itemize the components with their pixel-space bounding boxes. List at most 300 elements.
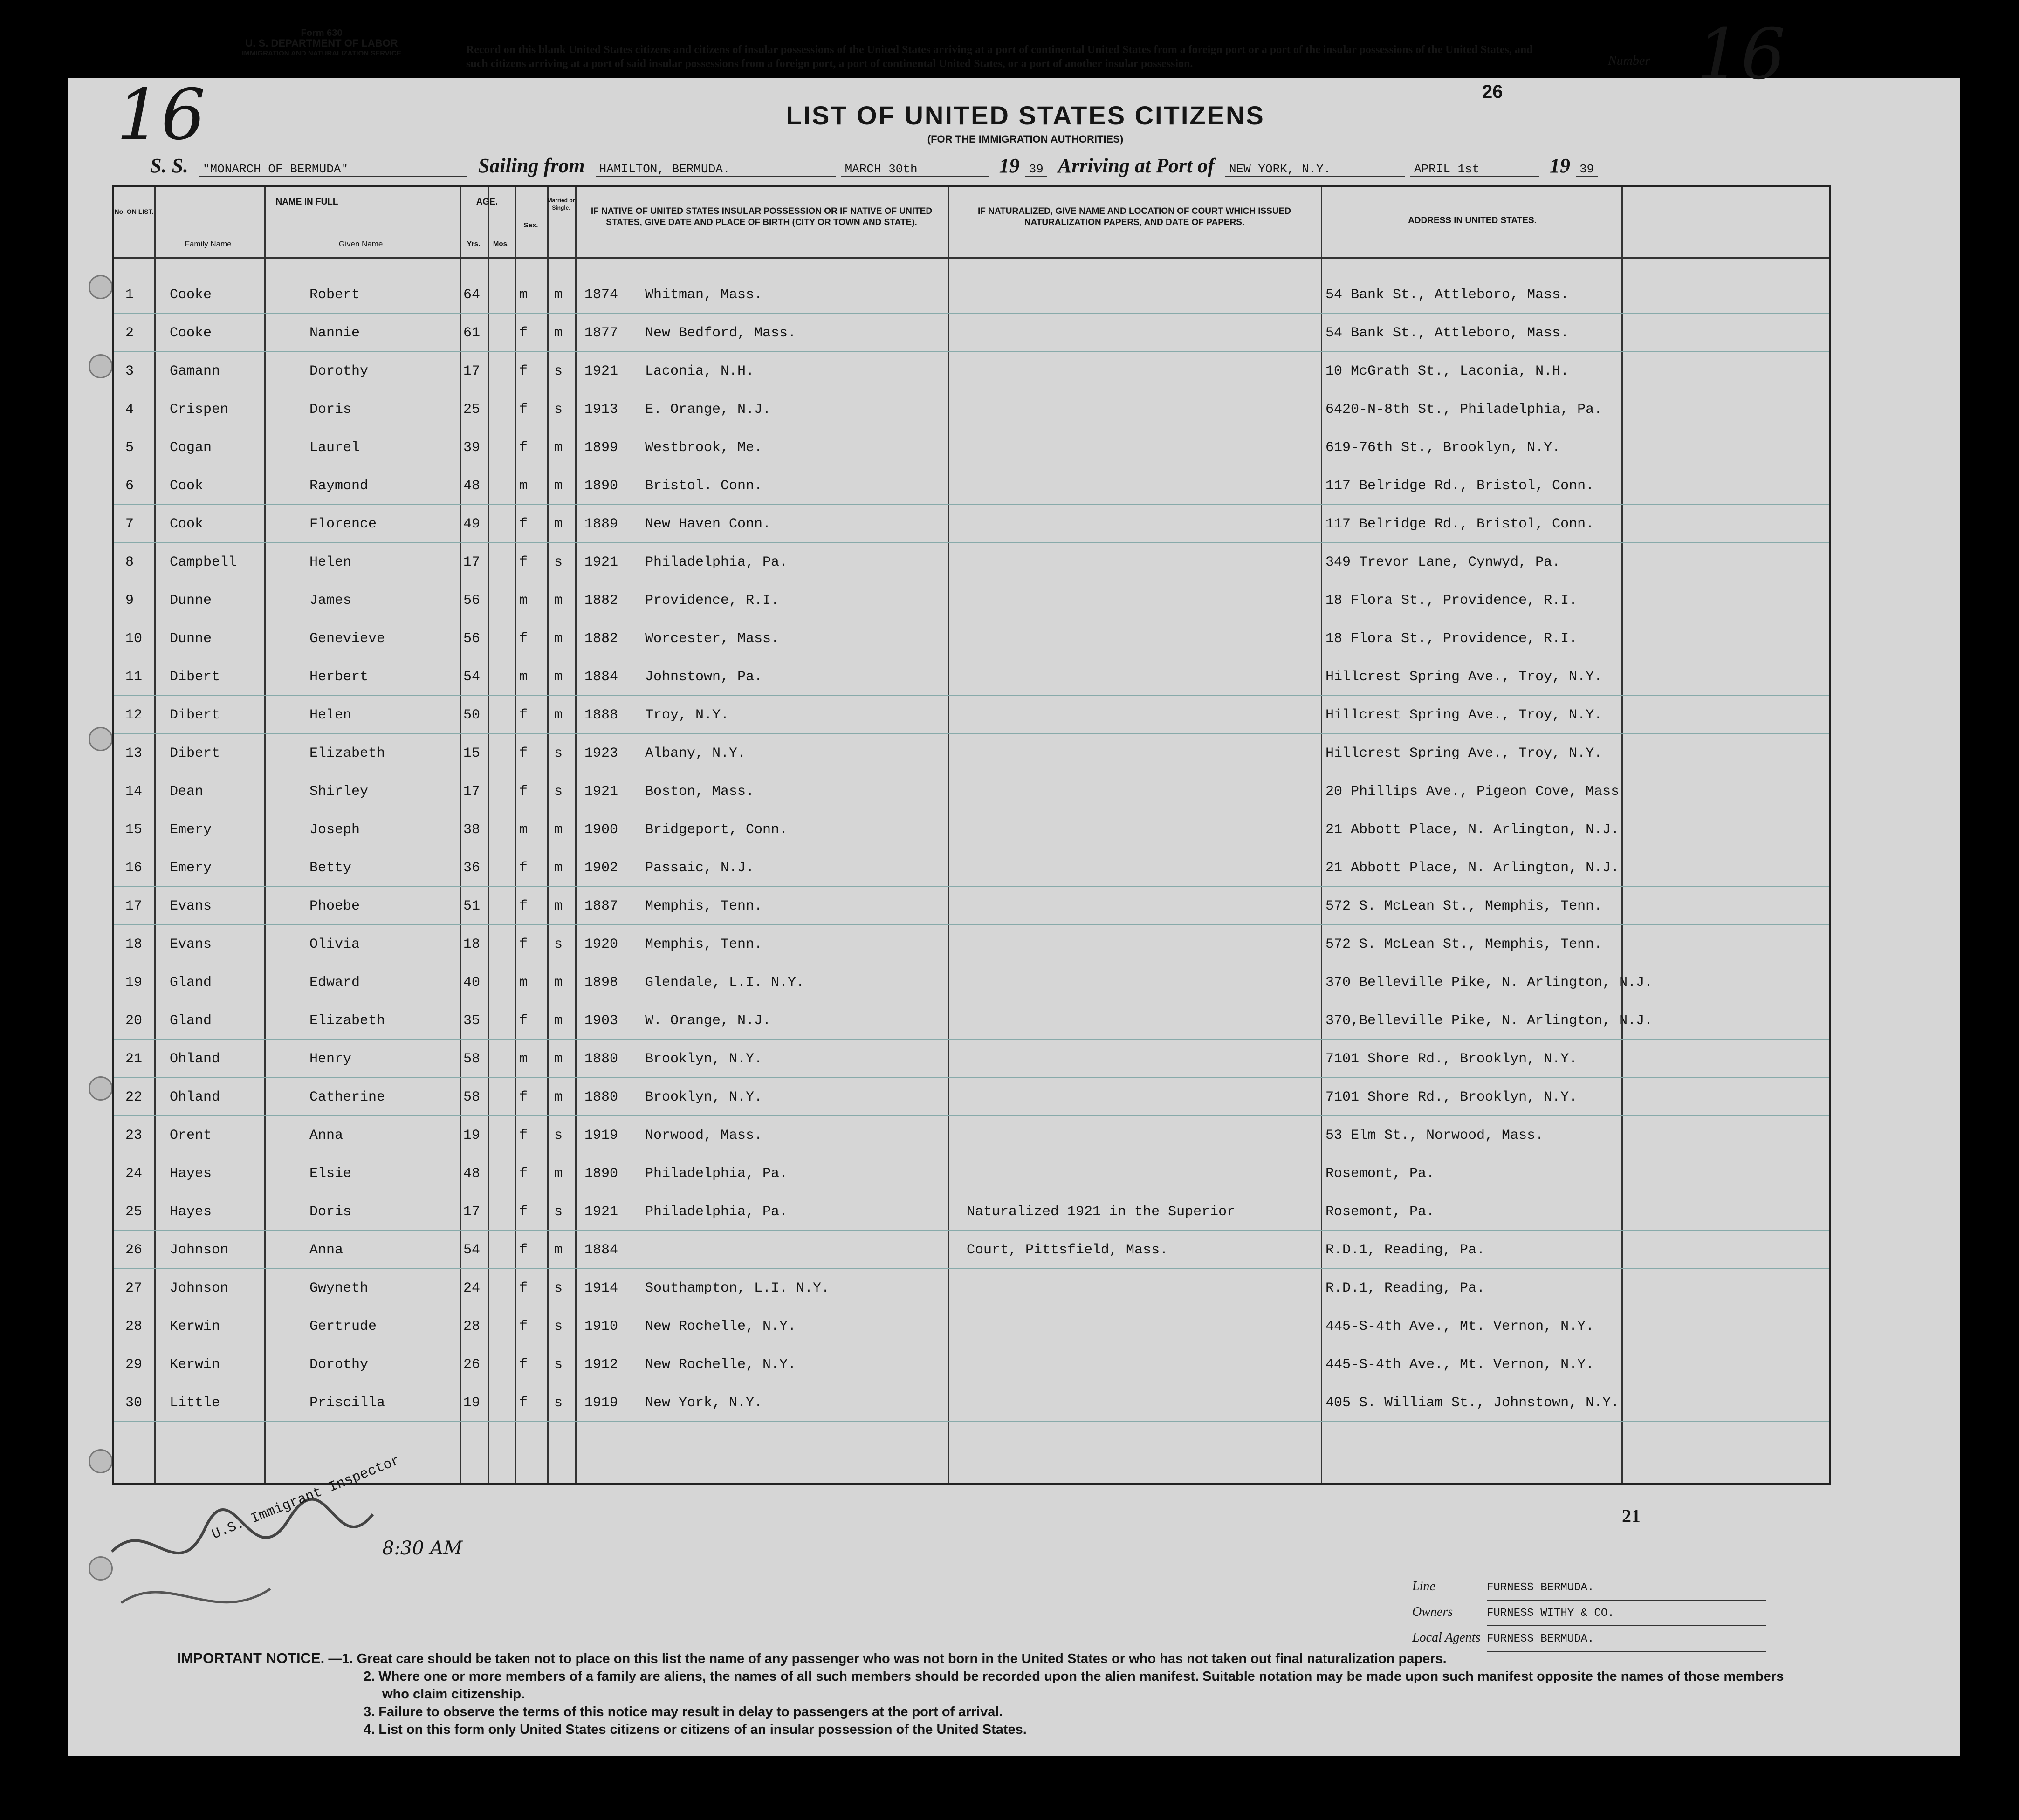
service: IMMIGRATION AND NATURALIZATION SERVICE (242, 49, 401, 57)
row-number: 5 (125, 440, 134, 456)
family-name: Dibert (170, 746, 220, 761)
handwritten-number-left: 16 (117, 75, 206, 156)
col-header-family: Family Name. (185, 239, 234, 248)
family-name: Emery (170, 860, 212, 876)
age-years: 64 (463, 287, 481, 303)
table-row (114, 925, 1829, 963)
address: 445-S-4th Ave., Mt. Vernon, N.Y. (1325, 1319, 1594, 1334)
col-header-given: Given Name. (338, 239, 385, 248)
marital-status: m (554, 975, 563, 991)
row-rule (114, 886, 1829, 887)
given-name: Florence (309, 516, 377, 532)
notice-item: 3. Failure to observe the terms of this notice may result in delay to passengers at the port of arrival. (364, 1704, 1003, 1719)
age-years: 51 (463, 898, 481, 914)
sailing-year: 39 (1025, 162, 1047, 177)
row-rule (114, 1077, 1829, 1078)
stamp-time: 8:30 AM (382, 1538, 463, 1559)
family-name: Little (170, 1395, 220, 1411)
col-header-no: No. ON LIST. (114, 208, 154, 215)
given-name: Catherine (309, 1089, 385, 1105)
sex: f (519, 898, 528, 914)
birth-year: 1921 (584, 363, 618, 379)
given-name: Shirley (309, 784, 369, 800)
binder-hole (89, 727, 113, 751)
address: Hillcrest Spring Ave., Troy, N.Y. (1325, 669, 1603, 685)
given-name: Elizabeth (309, 1013, 385, 1029)
age-years: 50 (463, 707, 481, 723)
sex: f (519, 1280, 528, 1296)
agents-label: Local Agents (1412, 1630, 1481, 1645)
age-years: 15 (463, 746, 481, 761)
row-number: 25 (125, 1204, 143, 1220)
given-name: Dorothy (309, 363, 369, 379)
marital-status: s (554, 554, 563, 570)
address: 405 S. William St., Johnstown, N.Y. (1325, 1395, 1620, 1411)
family-name: Gamann (170, 363, 220, 379)
binder-hole (89, 1449, 113, 1473)
birth-year: 1921 (584, 1204, 618, 1220)
birth-place: Memphis, Tenn. (645, 898, 763, 914)
family-name: Cook (170, 478, 204, 494)
table-row (114, 1116, 1829, 1154)
sex: f (519, 784, 528, 800)
age-years: 17 (463, 784, 481, 800)
line-value: FURNESS BERMUDA. (1487, 1576, 1766, 1601)
age-years: 17 (463, 363, 481, 379)
sex: f (519, 1089, 528, 1105)
marital-status: m (554, 898, 563, 914)
marital-status: s (554, 1280, 563, 1296)
col-header-name: NAME IN FULL (275, 197, 338, 207)
marital-status: m (554, 860, 563, 876)
arriving-year-prefix: 19 (1549, 154, 1570, 177)
age-years: 58 (463, 1051, 481, 1067)
row-number: 27 (125, 1280, 143, 1296)
row-number: 19 (125, 975, 143, 991)
birth-place: Whitman, Mass. (645, 287, 763, 303)
table-row (114, 276, 1829, 314)
birth-place: W. Orange, N.J. (645, 1013, 771, 1029)
row-rule (114, 1268, 1829, 1269)
notice-item: 4. List on this form only United States citizens or citizens of an insular possession of the United States. (364, 1722, 1027, 1737)
arriving-port: NEW YORK, N.Y. (1225, 162, 1405, 177)
row-number: 1 (125, 287, 134, 303)
birth-year: 1923 (584, 746, 618, 761)
address: Rosemont, Pa. (1325, 1204, 1435, 1220)
arriving-label: Arriving at Port of (1058, 154, 1215, 177)
sex: f (519, 1013, 528, 1029)
birth-year: 1919 (584, 1128, 618, 1143)
marital-status: m (554, 593, 563, 609)
marital-status: m (554, 1242, 563, 1258)
table-row (114, 314, 1829, 352)
birth-year: 1890 (584, 1166, 618, 1182)
binder-hole (89, 1076, 113, 1101)
table-row (114, 543, 1829, 581)
birth-place: New Haven Conn. (645, 516, 771, 532)
age-years: 49 (463, 516, 481, 532)
family-name: Kerwin (170, 1357, 220, 1373)
birth-year: 1884 (584, 669, 618, 685)
family-name: Ohland (170, 1089, 220, 1105)
row-rule (114, 924, 1829, 925)
table-row (114, 849, 1829, 887)
page-subtitle: (FOR THE IMMIGRATION AUTHORITIES) (927, 133, 1124, 145)
row-number: 20 (125, 1013, 143, 1029)
age-years: 25 (463, 402, 481, 417)
table-row (114, 887, 1829, 925)
address: 18 Flora St., Providence, R.I. (1325, 631, 1578, 647)
marital-status: m (554, 822, 563, 838)
address: 117 Belridge Rd., Bristol, Conn. (1325, 478, 1594, 494)
birth-place: Laconia, N.H. (645, 363, 755, 379)
address: 445-S-4th Ave., Mt. Vernon, N.Y. (1325, 1357, 1594, 1373)
row-number: 7 (125, 516, 134, 532)
birth-year: 1882 (584, 593, 618, 609)
birth-place: New Rochelle, N.Y. (645, 1357, 797, 1373)
address: R.D.1, Reading, Pa. (1325, 1242, 1485, 1258)
age-years: 17 (463, 1204, 481, 1220)
arriving-date: APRIL 1st (1410, 162, 1539, 177)
row-rule (114, 504, 1829, 505)
given-name: Doris (309, 1204, 352, 1220)
naturalization: Court, Pittsfield, Mass. (967, 1242, 1168, 1258)
marital-status: m (554, 669, 563, 685)
age-years: 19 (463, 1128, 481, 1143)
address: 7101 Shore Rd., Brooklyn, N.Y. (1325, 1089, 1578, 1105)
age-years: 40 (463, 975, 481, 991)
important-notice (177, 1649, 1808, 1738)
address: 619-76th St., Brooklyn, N.Y. (1325, 440, 1561, 456)
marital-status: s (554, 746, 563, 761)
family-name: Cogan (170, 440, 212, 456)
marital-status: m (554, 1089, 563, 1105)
given-name: Herbert (309, 669, 369, 685)
age-years: 18 (463, 937, 481, 952)
marital-status: s (554, 1204, 563, 1220)
family-name: Dunne (170, 593, 212, 609)
family-name: Kerwin (170, 1319, 220, 1334)
row-rule (114, 1039, 1829, 1040)
row-number: 22 (125, 1089, 143, 1105)
row-rule (114, 1421, 1829, 1422)
birth-year: 1882 (584, 631, 618, 647)
family-name: Gland (170, 975, 212, 991)
address: 20 Phillips Ave., Pigeon Cove, Mass (1325, 784, 1620, 800)
family-name: Orent (170, 1128, 212, 1143)
birth-year: 1919 (584, 1395, 618, 1411)
birth-place: Southampton, L.I. N.Y. (645, 1280, 830, 1296)
table-row (114, 1231, 1829, 1269)
shipping-agents (1412, 1575, 1860, 1652)
given-name: Robert (309, 287, 360, 303)
row-number: 6 (125, 478, 134, 494)
owners-value: FURNESS WITHY & CO. (1487, 1602, 1766, 1626)
table-row (114, 1078, 1829, 1116)
birth-place: Worcester, Mass. (645, 631, 780, 647)
birth-year: 1880 (584, 1051, 618, 1067)
binder-hole (89, 354, 113, 378)
birth-year: 1884 (584, 1242, 618, 1258)
sex: m (519, 478, 528, 494)
line-label: Line (1412, 1579, 1435, 1594)
age-years: 24 (463, 1280, 481, 1296)
row-number: 10 (125, 631, 143, 647)
birth-place: Brooklyn, N.Y. (645, 1089, 763, 1105)
row-number: 3 (125, 363, 134, 379)
birth-place: Troy, N.Y. (645, 707, 729, 723)
given-name: Phoebe (309, 898, 360, 914)
row-number: 28 (125, 1319, 143, 1334)
given-name: Elizabeth (309, 746, 385, 761)
given-name: Olivia (309, 937, 360, 952)
birth-year: 1890 (584, 478, 618, 494)
row-number: 12 (125, 707, 143, 723)
marital-status: m (554, 707, 563, 723)
sex: f (519, 1166, 528, 1182)
sex: f (519, 363, 528, 379)
birth-place: Bridgeport, Conn. (645, 822, 788, 838)
marital-status: m (554, 631, 563, 647)
birth-place: New Rochelle, N.Y. (645, 1319, 797, 1334)
marital-status: s (554, 363, 563, 379)
given-name: Anna (309, 1128, 343, 1143)
marital-status: m (554, 478, 563, 494)
given-name: Doris (309, 402, 352, 417)
row-number: 17 (125, 898, 143, 914)
family-name: Ohland (170, 1051, 220, 1067)
age-years: 35 (463, 1013, 481, 1029)
given-name: Helen (309, 554, 352, 570)
address: 7101 Shore Rd., Brooklyn, N.Y. (1325, 1051, 1578, 1067)
notice-item: —1. Great care should be taken not to place on this list the name of any passenger who was not born in the United States or who has not taken out final naturalization papers. (328, 1651, 1447, 1666)
marital-status: s (554, 1395, 563, 1411)
table-row (114, 1193, 1829, 1231)
row-rule (114, 695, 1829, 696)
col-header-birth: IF NATIVE OF UNITED STATES INSULAR POSSESSION OR IF NATIVE OF UNITED STATES, GIVE DATE AND PLACE OF BIRTH (CITY OR TOWN AND STATE). (591, 206, 933, 227)
given-name: Elsie (309, 1166, 352, 1182)
given-name: Dorothy (309, 1357, 369, 1373)
given-name: Henry (309, 1051, 352, 1067)
row-number: 4 (125, 402, 134, 417)
marital-status: s (554, 937, 563, 952)
sex: f (519, 325, 528, 341)
table-row (114, 390, 1829, 428)
address: 349 Trevor Lane, Cynwyd, Pa. (1325, 554, 1561, 570)
table-row (114, 1040, 1829, 1078)
sailing-date: MARCH 30th (841, 162, 989, 177)
address: Hillcrest Spring Ave., Troy, N.Y. (1325, 707, 1603, 723)
sex: f (519, 1128, 528, 1143)
family-name: Gland (170, 1013, 212, 1029)
birth-place: Glendale, L.I. N.Y. (645, 975, 805, 991)
row-number: 30 (125, 1395, 143, 1411)
age-years: 17 (463, 554, 481, 570)
birth-year: 1914 (584, 1280, 618, 1296)
handwritten-list-number: 16 (1696, 14, 1786, 95)
birth-year: 1888 (584, 707, 618, 723)
row-number: 14 (125, 784, 143, 800)
col-header-naturalized: IF NATURALIZED, GIVE NAME AND LOCATION OF COURT WHICH ISSUED NATURALIZATION PAPERS, AND DATE OF PAPERS. (977, 206, 1291, 227)
address: 21 Abbott Place, N. Arlington, N.J. (1325, 860, 1620, 876)
family-name: Johnson (170, 1280, 229, 1296)
sex: m (519, 822, 528, 838)
age-years: 39 (463, 440, 481, 456)
row-number: 13 (125, 746, 143, 761)
table-row (114, 582, 1829, 619)
given-name: Gwyneth (309, 1280, 369, 1296)
address: 10 McGrath St., Laconia, N.H. (1325, 363, 1569, 379)
row-number: 8 (125, 554, 134, 570)
sex: f (519, 937, 528, 952)
family-name: Crispen (170, 402, 229, 417)
age-years: 58 (463, 1089, 481, 1105)
family-name: Hayes (170, 1204, 212, 1220)
row-number: 9 (125, 593, 134, 609)
table-row (114, 773, 1829, 810)
birth-place: Norwood, Mass. (645, 1128, 763, 1143)
address: 572 S. McLean St., Memphis, Tenn. (1325, 937, 1603, 952)
birth-place: Bristol. Conn. (645, 478, 763, 494)
header-rule (114, 257, 1829, 259)
family-name: Cooke (170, 287, 212, 303)
sex: f (519, 1242, 528, 1258)
table-row (114, 467, 1829, 505)
birth-place: Boston, Mass. (645, 784, 755, 800)
age-years: 26 (463, 1357, 481, 1373)
sex: m (519, 593, 528, 609)
marital-status: s (554, 784, 563, 800)
form-number: Form 630 (301, 28, 343, 38)
birth-year: 1874 (584, 287, 618, 303)
ship-name: "MONARCH OF BERMUDA" (199, 162, 467, 177)
birth-place: Philadelphia, Pa. (645, 554, 788, 570)
row-number: 18 (125, 937, 143, 952)
col-header-address: ADDRESS IN UNITED STATES. (1408, 216, 1537, 226)
form-header (205, 28, 438, 59)
sex: m (519, 975, 528, 991)
family-name: Johnson (170, 1242, 229, 1258)
col-header-married: Married or Single. (547, 197, 575, 211)
age-years: 19 (463, 1395, 481, 1411)
given-name: Genevieve (309, 631, 385, 647)
family-name: Campbell (170, 554, 237, 570)
birth-place: Passaic, N.J. (645, 860, 755, 876)
sex: m (519, 287, 528, 303)
family-name: Dibert (170, 707, 220, 723)
voyage-line (144, 154, 1869, 182)
given-name: Gertrude (309, 1319, 377, 1334)
birth-year: 1902 (584, 860, 618, 876)
family-name: Dean (170, 784, 204, 800)
family-name: Evans (170, 937, 212, 952)
row-number: 29 (125, 1357, 143, 1373)
row-number: 16 (125, 860, 143, 876)
table-row (114, 1346, 1829, 1383)
marital-status: m (554, 1013, 563, 1029)
marital-status: m (554, 516, 563, 532)
birth-year: 1913 (584, 402, 618, 417)
age-years: 56 (463, 593, 481, 609)
given-name: James (309, 593, 352, 609)
birth-place: Philadelphia, Pa. (645, 1204, 788, 1220)
row-rule (114, 351, 1829, 352)
birth-place: Albany, N.Y. (645, 746, 746, 761)
col-header-yrs: Yrs. (467, 240, 481, 248)
address: 572 S. McLean St., Memphis, Tenn. (1325, 898, 1603, 914)
notice-head: IMPORTANT NOTICE. (177, 1650, 325, 1666)
marital-status: s (554, 1357, 563, 1373)
table-row (114, 1002, 1829, 1040)
naturalization: Naturalized 1921 in the Superior (967, 1204, 1236, 1220)
table-row (114, 1307, 1829, 1345)
address: 53 Elm St., Norwood, Mass. (1325, 1128, 1544, 1143)
birth-year: 1920 (584, 937, 618, 952)
binder-hole (89, 275, 113, 299)
address: 370,Belleville Pike, N. Arlington, N.J. (1325, 1013, 1653, 1029)
given-name: Nannie (309, 325, 360, 341)
address: Rosemont, Pa. (1325, 1166, 1435, 1182)
birth-year: 1900 (584, 822, 618, 838)
row-rule (114, 313, 1829, 314)
sex: f (519, 1319, 528, 1334)
sex: f (519, 860, 528, 876)
owners-label: Owners (1412, 1605, 1453, 1619)
sex: f (519, 1395, 528, 1411)
birth-year: 1898 (584, 975, 618, 991)
row-number: 11 (125, 669, 143, 685)
sailing-from-label: Sailing from (478, 154, 585, 177)
address: 18 Flora St., Providence, R.I. (1325, 593, 1578, 609)
address: 117 Belridge Rd., Bristol, Conn. (1325, 516, 1594, 532)
family-name: Emery (170, 822, 212, 838)
bottom-count: 21 (1622, 1505, 1641, 1526)
sex: f (519, 402, 528, 417)
sex: f (519, 440, 528, 456)
family-name: Dibert (170, 669, 220, 685)
row-rule (114, 542, 1829, 543)
sex: f (519, 707, 528, 723)
birth-year: 1877 (584, 325, 618, 341)
age-years: 54 (463, 669, 481, 685)
stamp-inspector-text: U.S. Immigrant Inspector (210, 1453, 403, 1543)
row-rule (114, 1230, 1829, 1231)
table-row (114, 1384, 1829, 1422)
sex: m (519, 669, 528, 685)
col-header-mos: Mos. (493, 240, 509, 248)
birth-place: Memphis, Tenn. (645, 937, 763, 952)
marital-status: m (554, 325, 563, 341)
birth-year: 1887 (584, 898, 618, 914)
row-number: 23 (125, 1128, 143, 1143)
age-years: 28 (463, 1319, 481, 1334)
row-number: 15 (125, 822, 143, 838)
department: U. S. DEPARTMENT OF LABOR (245, 37, 398, 49)
row-number: 24 (125, 1166, 143, 1182)
birth-year: 1899 (584, 440, 618, 456)
birth-place: Philadelphia, Pa. (645, 1166, 788, 1182)
family-name: Evans (170, 898, 212, 914)
birth-year: 1921 (584, 784, 618, 800)
birth-place: Providence, R.I. (645, 593, 780, 609)
given-name: Edward (309, 975, 360, 991)
table-row (114, 696, 1829, 734)
sex: f (519, 1357, 528, 1373)
table-row (114, 964, 1829, 1001)
family-name: Hayes (170, 1166, 212, 1182)
given-name: Betty (309, 860, 352, 876)
age-years: 48 (463, 1166, 481, 1182)
